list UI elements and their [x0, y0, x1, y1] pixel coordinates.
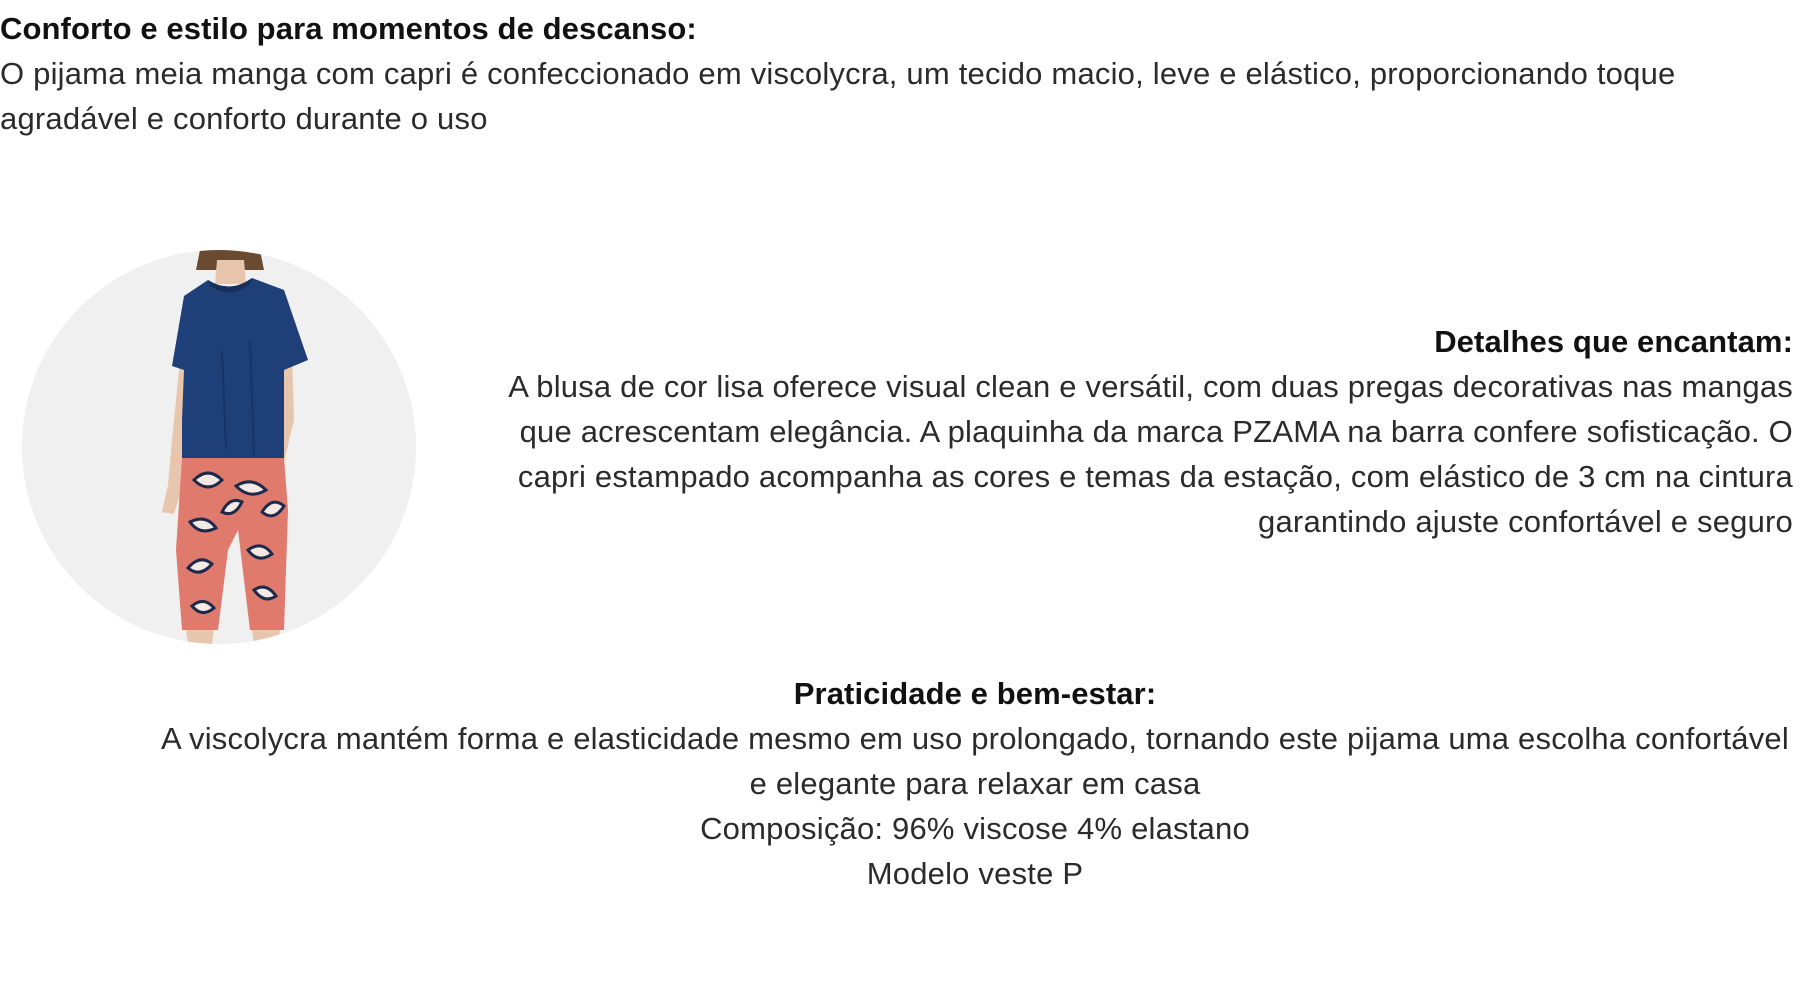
intro-text: O pijama meia manga com capri é confeccionado em viscolycra, um tecido macio, leve e elástico, proporcionando toque agradável e conforto durante o uso: [0, 56, 1676, 136]
practicality-section: [160, 672, 1790, 896]
details-section: [470, 320, 1793, 544]
intro-heading: Conforto e estilo para momentos de descanso:: [0, 11, 697, 46]
details-heading: Detalhes que encantam:: [1434, 324, 1793, 359]
details-text: A blusa de cor lisa oferece visual clean e versátil, com duas pregas decorativas nas mangas que acrescentam elegância. A plaquinha da marca PZAMA na barra confere sofisticação. O capri estampado acompanha as cores e temas da estação, com elástico de 3 cm na cintura garantindo ajuste confortável e seguro: [508, 369, 1793, 539]
composition-text: Composição: 96% viscose 4% elastano: [700, 811, 1250, 846]
product-photo: [22, 250, 416, 644]
practicality-text: A viscolycra mantém forma e elasticidade mesmo em uso prolongado, tornando este pijama uma escolha confortável e elegante para relaxar em casa: [161, 721, 1789, 801]
practicality-heading: Praticidade e bem-estar:: [793, 676, 1157, 711]
intro-section: [0, 7, 1795, 141]
model-illustration: [22, 250, 416, 644]
model-size-text: Modelo veste P: [866, 856, 1084, 891]
